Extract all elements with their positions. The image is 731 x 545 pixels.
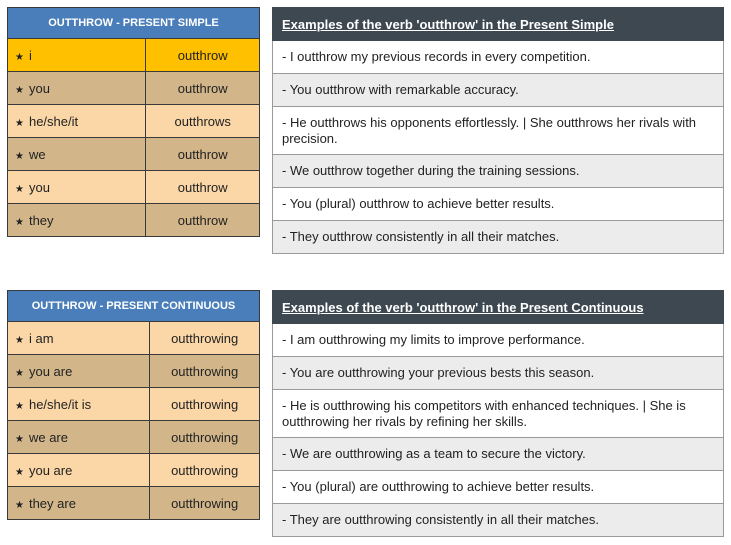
- conjugation-table-present-continuous: [7, 290, 260, 520]
- pronoun-label: you: [28, 80, 50, 96]
- example-row: [273, 471, 724, 504]
- pronoun-cell: [8, 105, 146, 138]
- star-icon: ★: [15, 183, 24, 195]
- example-row: [273, 438, 724, 471]
- example-row: [273, 41, 724, 74]
- table-row: [8, 72, 260, 105]
- pronoun-cell: [8, 39, 146, 72]
- star-icon: ★: [15, 84, 24, 96]
- pronoun-label: you are: [28, 363, 73, 379]
- star-icon: ★: [15, 216, 24, 228]
- star-icon: ★: [15, 334, 24, 346]
- verb-form-cell: outthrowing: [150, 421, 260, 454]
- examples-table-header: Examples of the verb 'outthrow' in the Present Simple: [273, 8, 724, 41]
- verb-form-cell: outthrow: [146, 204, 260, 237]
- example-sentence: - I outthrow my previous records in every competition.: [273, 41, 724, 74]
- example-sentence: - You (plural) are outthrowing to achieve better results.: [273, 471, 724, 504]
- pronoun-label: you: [28, 179, 50, 195]
- pronoun-cell: [8, 454, 150, 487]
- verb-form-cell: outthrows: [146, 105, 260, 138]
- pronoun-label: they: [28, 212, 54, 228]
- verb-form-cell: outthrow: [146, 171, 260, 204]
- pronoun-cell: [8, 138, 146, 171]
- pronoun-label: i am: [28, 330, 54, 346]
- example-sentence: - He is outthrowing his competitors with enhanced techniques. | She is outthrowing her rivals by refining her skills.: [273, 390, 724, 438]
- example-row: [273, 74, 724, 107]
- table-row: [8, 171, 260, 204]
- example-sentence: - You are outthrowing your previous bests this season.: [273, 357, 724, 390]
- pronoun-label: they are: [28, 495, 76, 511]
- verb-form-cell: outthrow: [146, 39, 260, 72]
- example-sentence: - We outthrow together during the training sessions.: [273, 155, 724, 188]
- table-row: [8, 454, 260, 487]
- verb-form-cell: outthrowing: [150, 454, 260, 487]
- pronoun-label: he/she/it: [28, 113, 79, 129]
- table-row: [8, 138, 260, 171]
- pronoun-label: he/she/it is: [28, 396, 92, 412]
- examples-table-header: Examples of the verb 'outthrow' in the Present Continuous: [273, 291, 724, 324]
- table-row: [8, 487, 260, 520]
- example-row: [273, 155, 724, 188]
- pronoun-cell: [8, 322, 150, 355]
- conjugation-table-header: OUTTHROW - PRESENT SIMPLE: [8, 8, 260, 39]
- pronoun-label: you are: [28, 462, 73, 478]
- example-sentence: - He outthrows his opponents effortlessly. | She outthrows her rivals with precision.: [273, 107, 724, 155]
- table-row: [8, 421, 260, 454]
- pronoun-cell: [8, 355, 150, 388]
- example-row: [273, 324, 724, 357]
- verb-form-cell: outthrowing: [150, 355, 260, 388]
- example-row: [273, 504, 724, 537]
- star-icon: ★: [15, 150, 24, 162]
- table-row: [8, 322, 260, 355]
- star-icon: ★: [15, 117, 24, 129]
- verb-form-cell: outthrowing: [150, 388, 260, 421]
- pronoun-cell: [8, 421, 150, 454]
- example-row: [273, 188, 724, 221]
- star-icon: ★: [15, 499, 24, 511]
- example-sentence: - You (plural) outthrow to achieve better results.: [273, 188, 724, 221]
- conjugation-table-present-simple: [7, 7, 260, 237]
- table-row: [8, 355, 260, 388]
- star-icon: ★: [15, 367, 24, 379]
- examples-table-present-simple: [272, 7, 724, 254]
- pronoun-cell: [8, 487, 150, 520]
- example-row: [273, 107, 724, 155]
- pronoun-cell: [8, 171, 146, 204]
- example-sentence: - I am outthrowing my limits to improve performance.: [273, 324, 724, 357]
- table-row: [8, 388, 260, 421]
- verb-form-cell: outthrowing: [150, 487, 260, 520]
- table-row: [8, 39, 260, 72]
- pronoun-label: i: [28, 47, 32, 63]
- verb-form-cell: outthrow: [146, 72, 260, 105]
- star-icon: ★: [15, 466, 24, 478]
- table-row: [8, 105, 260, 138]
- star-icon: ★: [15, 400, 24, 412]
- verb-form-cell: outthrow: [146, 138, 260, 171]
- table-row: [8, 204, 260, 237]
- pronoun-label: we: [28, 146, 46, 162]
- pronoun-label: we are: [28, 429, 68, 445]
- pronoun-cell: [8, 72, 146, 105]
- example-row: [273, 357, 724, 390]
- pronoun-cell: [8, 388, 150, 421]
- pronoun-cell: [8, 204, 146, 237]
- example-row: [273, 221, 724, 254]
- star-icon: ★: [15, 433, 24, 445]
- example-row: [273, 390, 724, 438]
- examples-table-present-continuous: [272, 290, 724, 537]
- star-icon: ★: [15, 51, 24, 63]
- example-sentence: - They are outthrowing consistently in all their matches.: [273, 504, 724, 537]
- example-sentence: - They outthrow consistently in all their matches.: [273, 221, 724, 254]
- verb-form-cell: outthrowing: [150, 322, 260, 355]
- example-sentence: - You outthrow with remarkable accuracy.: [273, 74, 724, 107]
- conjugation-table-header: OUTTHROW - PRESENT CONTINUOUS: [8, 291, 260, 322]
- example-sentence: - We are outthrowing as a team to secure the victory.: [273, 438, 724, 471]
